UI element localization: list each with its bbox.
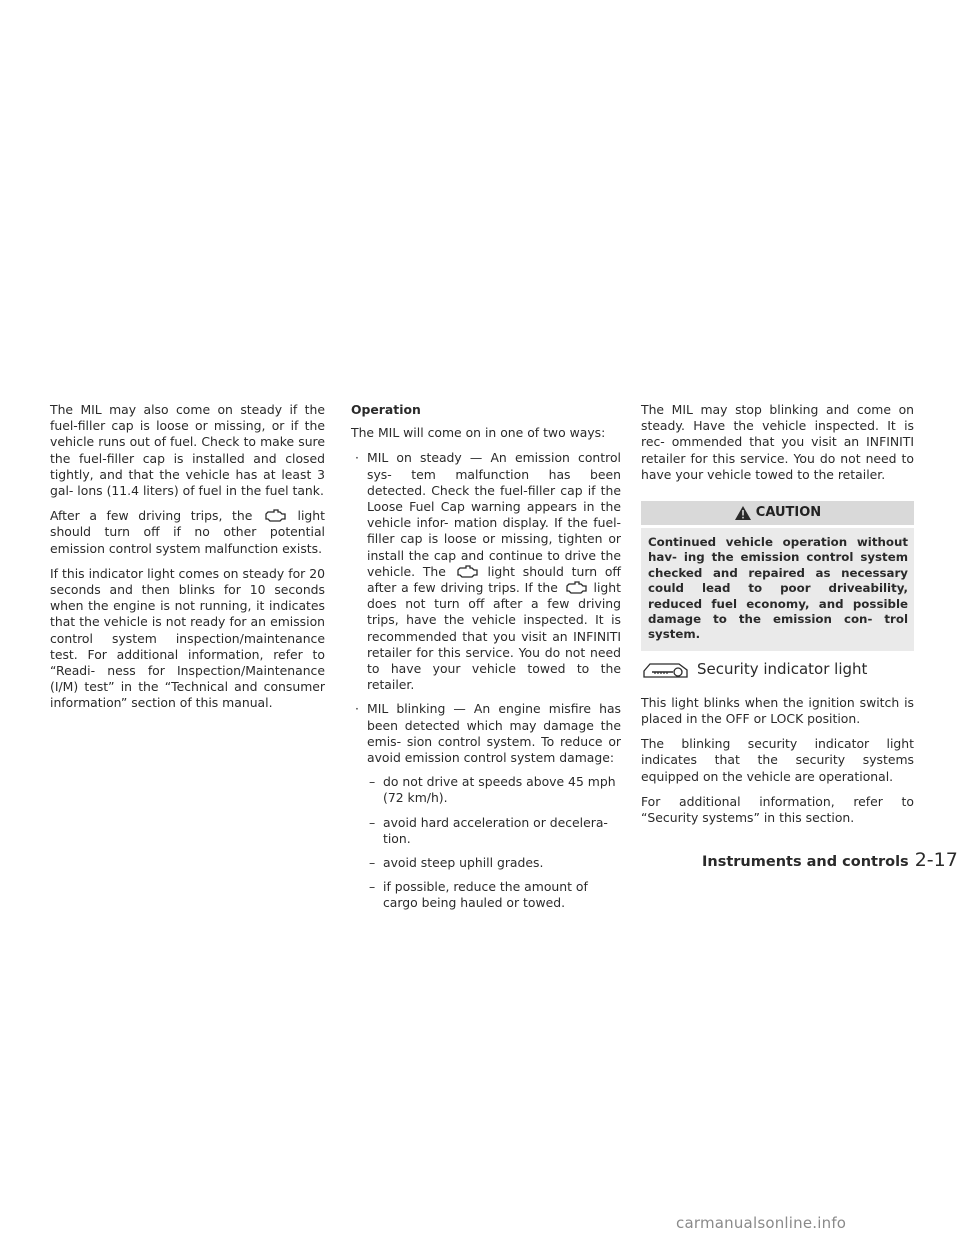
page-number: 2-17 bbox=[914, 849, 958, 871]
caution-text: Continued vehicle operation without hav- ing the emission control system checked and repaired as necessary could lead to poor driveability, reduced fuel economy, and possible damage to the emission con- trol system. bbox=[641, 528, 914, 651]
bullet-mark: · bbox=[355, 450, 359, 466]
paragraph-security-operational: The blinking security indicator light indicates that the security systems equipped on the vehicle are operational. bbox=[641, 736, 914, 784]
paragraph-mil-stop-blinking: The MIL may stop blinking and come on steady. Have the vehicle inspected. It is rec- ommended that you visit an INFINITI retailer for this service. You do not need to have your vehicle towed to the retailer. bbox=[641, 402, 914, 482]
column-right bbox=[641, 402, 914, 835]
paragraph-fuel-cap: The MIL may also come on steady if the fuel-filler cap is loose or missing, or if the vehicle runs out of fuel. Check to make sure the fuel-filler cap is installed and closed tightly, and that the vehicle has at least 3 gal- lons (11.4 liters) of fuel in the fuel tank. bbox=[50, 402, 325, 499]
security-heading bbox=[641, 657, 914, 683]
sub-item-speed: – do not drive at speeds above 45 mph (72 km/h). bbox=[369, 774, 616, 806]
engine-warning-icon bbox=[454, 564, 480, 578]
warning-triangle-icon bbox=[734, 505, 752, 521]
caution-header bbox=[641, 501, 914, 525]
page-footer bbox=[702, 849, 958, 871]
sub-item-cargo: – if possible, reduce the amount of cargo being hauled or towed. bbox=[369, 879, 588, 911]
sub-item-uphill: – avoid steep uphill grades. bbox=[369, 855, 544, 871]
engine-warning-icon bbox=[563, 580, 589, 594]
security-title: Security indicator light bbox=[697, 659, 868, 678]
operation-heading: Operation bbox=[351, 402, 421, 417]
list-item-mil-blinking: · MIL blinking — An engine misfire has been detected which may damage the emis- sion control system. To reduce or avoid emission control system damage: bbox=[355, 701, 621, 766]
footer-section-title: Instruments and controls bbox=[702, 854, 909, 870]
column-left bbox=[50, 402, 325, 721]
bullet-mark: · bbox=[355, 701, 359, 717]
caution-title: CAUTION bbox=[755, 504, 822, 520]
paragraph-indicator-steady: If this indicator light comes on steady for 20 seconds and then blinks for 10 seconds when the engine is not running, it indicates that the vehicle is not ready for an emission control system inspection/maintenance test. For additional information, refer to “Readi- ness for Inspection/Maintenance (I/M) test” in the “Technical and consumer information” section of this manual. bbox=[50, 565, 325, 711]
list-item-mil-steady: · MIL on steady — An emission control sys- tem malfunction has been detected. Check the fuel-filler cap if the Loose Fuel Cap warning appears in the vehicle infor- mation display. If the fuel-filler cap is loose or missing, tighten or install the cap and continue to drive the vehicle. The light should turn off after a few driving trips. If the light does not turn off after a few driving trips, have the vehicle inspected. It is recommended that you visit an INFINITI retailer for this service. You do not need to have your vehicle towed to the retailer. bbox=[355, 450, 621, 693]
security-car-key-icon bbox=[641, 657, 691, 683]
watermark: carmanualsonline.info bbox=[676, 1214, 847, 1232]
paragraph-security-reference: For additional information, refer to “Security systems” in this section. bbox=[641, 793, 914, 826]
sub-item-acceleration: – avoid hard acceleration or decelera- tion. bbox=[369, 814, 608, 846]
column-middle bbox=[351, 402, 621, 920]
operation-intro: The MIL will come on in one of two ways: bbox=[351, 425, 606, 441]
engine-warning-icon bbox=[262, 508, 288, 522]
paragraph-after-trips: After a few driving trips, the light should turn off if no other potential emission control system malfunction exists. bbox=[50, 508, 325, 556]
paragraph-security-blinks: This light blinks when the ignition switch is placed in the OFF or LOCK position. bbox=[641, 694, 914, 727]
